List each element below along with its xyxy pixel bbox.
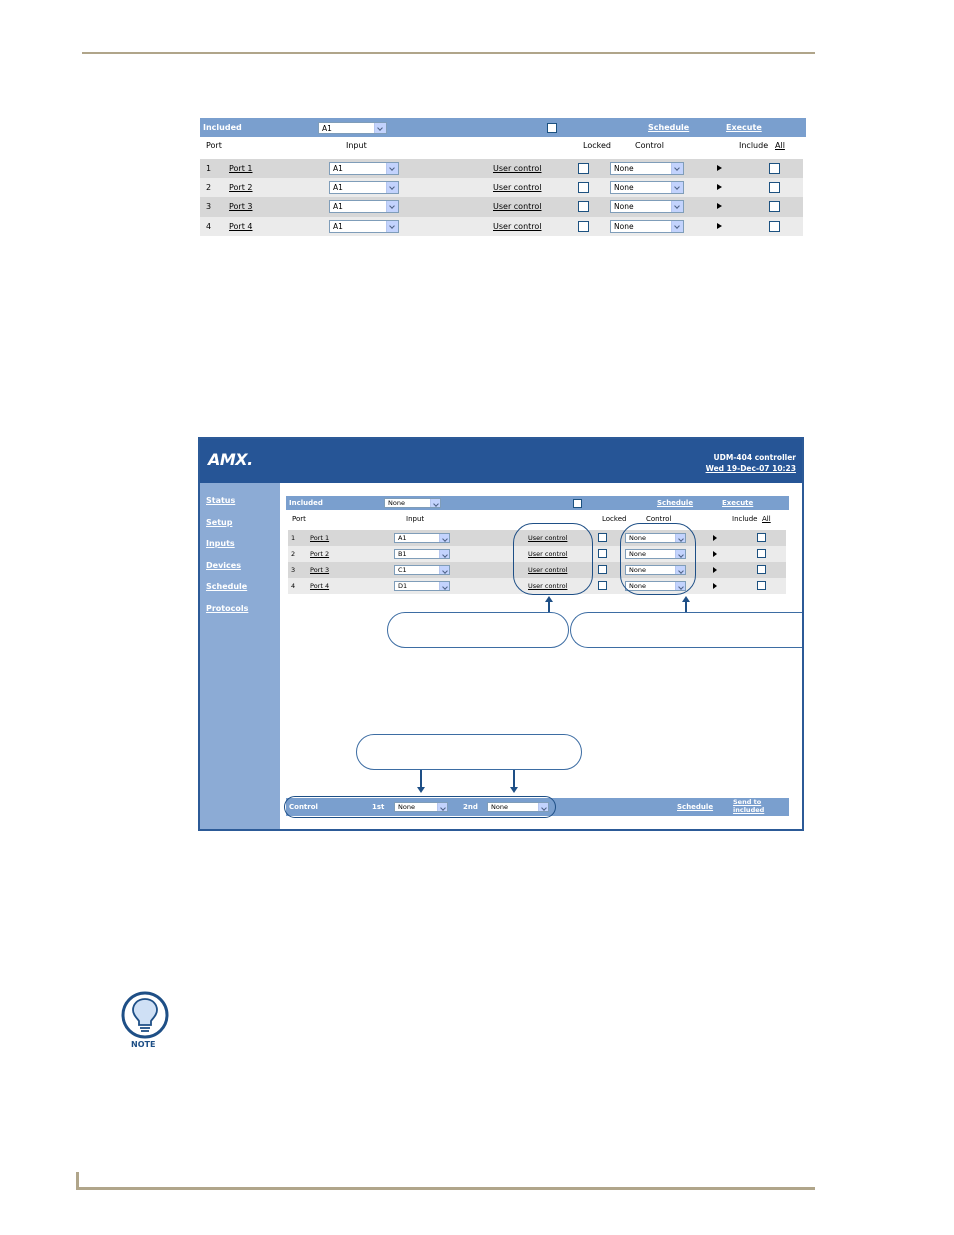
top-rule [82, 52, 815, 54]
col-port: Port [206, 141, 222, 150]
table-row: 4 Port 4 D1 User control None [288, 578, 786, 594]
include-all-link[interactable]: All [775, 141, 785, 150]
include-checkbox[interactable] [769, 163, 780, 174]
col-control: Control [635, 141, 664, 150]
amx-banner [200, 439, 802, 483]
input-select[interactable]: A1 [329, 162, 399, 175]
col-include: Include [732, 515, 758, 523]
callout-connector [513, 770, 515, 788]
col-include: Include [739, 141, 769, 150]
col-locked: Locked [602, 515, 627, 523]
send-to-included-link[interactable]: Send to included [733, 798, 765, 814]
user-control-link[interactable]: User control [528, 582, 568, 590]
execute-link[interactable]: Execute [722, 499, 754, 507]
chevron-down-icon [439, 534, 449, 542]
chevron-down-icon [386, 163, 398, 174]
input-select[interactable]: A1 [329, 220, 399, 233]
control-label: Control [289, 803, 318, 811]
controller-name: UDM-404 controller [713, 453, 796, 462]
chevron-down-icon [439, 582, 449, 590]
col-port: Port [292, 515, 306, 523]
included-select[interactable]: A1 [318, 122, 387, 134]
chevron-down-icon [439, 566, 449, 574]
play-arrow-icon[interactable] [717, 223, 722, 229]
control-select[interactable]: None [610, 200, 684, 213]
arrow-down-icon [510, 787, 518, 793]
execute-link[interactable]: Execute [726, 123, 762, 132]
footer-schedule-link[interactable]: Schedule [677, 803, 714, 811]
included-select[interactable]: None [384, 498, 441, 508]
user-control-link[interactable]: User control [528, 566, 568, 574]
included-label: Included [289, 499, 323, 507]
play-arrow-icon[interactable] [717, 203, 722, 209]
user-control-highlight-oval [513, 523, 593, 595]
control-select[interactable]: None [610, 181, 684, 194]
input-select[interactable]: D1 [394, 581, 450, 591]
chevron-down-icon [671, 182, 683, 193]
chevron-down-icon [671, 201, 683, 212]
port-link[interactable]: Port 2 [310, 550, 330, 558]
lightbulb-icon [118, 990, 172, 1040]
screen1-header-bar [200, 118, 806, 137]
first-control-select[interactable]: None [394, 802, 448, 812]
port-link[interactable]: Port 2 [229, 183, 253, 192]
play-arrow-icon[interactable] [713, 551, 717, 557]
screen2-window [198, 437, 804, 831]
user-control-link[interactable]: User control [528, 550, 568, 558]
play-arrow-icon[interactable] [717, 184, 722, 190]
chevron-down-icon [430, 499, 440, 507]
callout-connector [420, 770, 422, 788]
col-input: Input [406, 515, 425, 523]
play-arrow-icon[interactable] [713, 567, 717, 573]
chevron-down-icon [386, 221, 398, 232]
first-label: 1st [372, 803, 385, 811]
chevron-down-icon [671, 163, 683, 174]
chevron-down-icon [386, 182, 398, 193]
control-select-highlight-oval [620, 523, 696, 595]
bottom-rule-tick [76, 1172, 79, 1190]
locked-checkbox[interactable] [598, 549, 607, 558]
control-select[interactable]: None [625, 533, 686, 543]
user-control-link[interactable]: User control [493, 222, 542, 231]
amx-logo: AMX. [208, 450, 253, 469]
input-select[interactable]: A1 [329, 200, 399, 213]
play-arrow-icon[interactable] [717, 165, 722, 171]
datetime-link[interactable]: Wed 19-Dec-07 10:23 [705, 464, 796, 473]
included-label: Included [203, 123, 242, 132]
schedule-link[interactable]: Schedule [648, 123, 690, 132]
table-row: 1 Port 1 A1 User control None [288, 530, 786, 546]
note-label: NOTE [131, 1040, 156, 1049]
nav-devices[interactable]: Devices [206, 561, 241, 570]
user-control-link[interactable]: User control [493, 183, 542, 192]
arrow-down-icon [417, 787, 425, 793]
second-control-select[interactable]: None [487, 802, 549, 812]
chevron-down-icon [386, 201, 398, 212]
port-link[interactable]: Port 1 [310, 534, 330, 542]
play-arrow-icon[interactable] [713, 583, 717, 589]
callout-bubble [387, 612, 569, 648]
callout-bubble [570, 612, 802, 648]
second-label: 2nd [463, 803, 478, 811]
table-row: 2 Port 2 A1 User control None [200, 178, 803, 197]
port-link[interactable]: Port 1 [229, 164, 253, 173]
table-row: 3 Port 3 C1 User control None [288, 562, 786, 578]
include-checkbox[interactable] [757, 533, 766, 542]
include-checkbox[interactable] [769, 182, 780, 193]
nav-status[interactable]: Status [206, 496, 236, 505]
locked-checkbox[interactable] [578, 182, 589, 193]
nav-setup[interactable]: Setup [206, 518, 233, 527]
table-row: 3 Port 3 A1 User control None [200, 197, 803, 217]
include-checkbox[interactable] [769, 221, 780, 232]
locked-checkbox[interactable] [578, 163, 589, 174]
included-checkbox[interactable] [573, 499, 582, 508]
port-link[interactable]: Port 3 [310, 566, 330, 574]
locked-checkbox[interactable] [598, 581, 607, 590]
input-select[interactable]: C1 [394, 565, 450, 575]
col-locked: Locked [583, 141, 611, 150]
include-checkbox[interactable] [757, 549, 766, 558]
sidebar-nav [200, 483, 280, 829]
control-select[interactable]: None [625, 549, 686, 559]
table-row: 4 Port 4 A1 User control None [200, 217, 803, 236]
locked-checkbox[interactable] [598, 565, 607, 574]
note-icon-block [118, 990, 172, 1052]
control-select[interactable]: None [610, 162, 684, 175]
chevron-down-icon [374, 123, 386, 133]
include-checkbox[interactable] [757, 581, 766, 590]
include-checkbox[interactable] [769, 201, 780, 212]
control-select[interactable]: None [625, 581, 686, 591]
port-link[interactable]: Port 3 [229, 202, 253, 211]
callout-bubble [356, 734, 582, 770]
control-select[interactable]: None [610, 220, 684, 233]
included-checkbox[interactable] [547, 123, 557, 133]
control-select[interactable]: None [625, 565, 686, 575]
include-all-link[interactable]: All [762, 515, 771, 523]
col-input: Input [346, 141, 367, 150]
port-link[interactable]: Port 4 [229, 222, 253, 231]
chevron-down-icon [439, 550, 449, 558]
input-select[interactable]: A1 [329, 181, 399, 194]
screen2-header-bar [286, 496, 789, 510]
table-row: 1 Port 1 A1 User control None [200, 159, 803, 178]
user-control-link[interactable]: User control [493, 202, 542, 211]
locked-checkbox[interactable] [598, 533, 607, 542]
play-arrow-icon[interactable] [713, 535, 717, 541]
col-control: Control [646, 515, 672, 523]
chevron-down-icon [671, 221, 683, 232]
footer-control-highlight-oval [284, 796, 556, 818]
schedule-link[interactable]: Schedule [657, 499, 694, 507]
input-select[interactable]: B1 [394, 549, 450, 559]
table-row: 2 Port 2 B1 User control None [288, 546, 786, 562]
bottom-rule [76, 1187, 815, 1190]
input-select[interactable]: A1 [394, 533, 450, 543]
user-control-link[interactable]: User control [528, 534, 568, 542]
nav-protocols[interactable]: Protocols [206, 604, 249, 613]
locked-checkbox[interactable] [578, 201, 589, 212]
locked-checkbox[interactable] [578, 221, 589, 232]
port-link[interactable]: Port 4 [310, 582, 330, 590]
include-checkbox[interactable] [757, 565, 766, 574]
nav-schedule[interactable]: Schedule [206, 582, 248, 591]
user-control-link[interactable]: User control [493, 164, 542, 173]
nav-inputs[interactable]: Inputs [206, 539, 235, 548]
